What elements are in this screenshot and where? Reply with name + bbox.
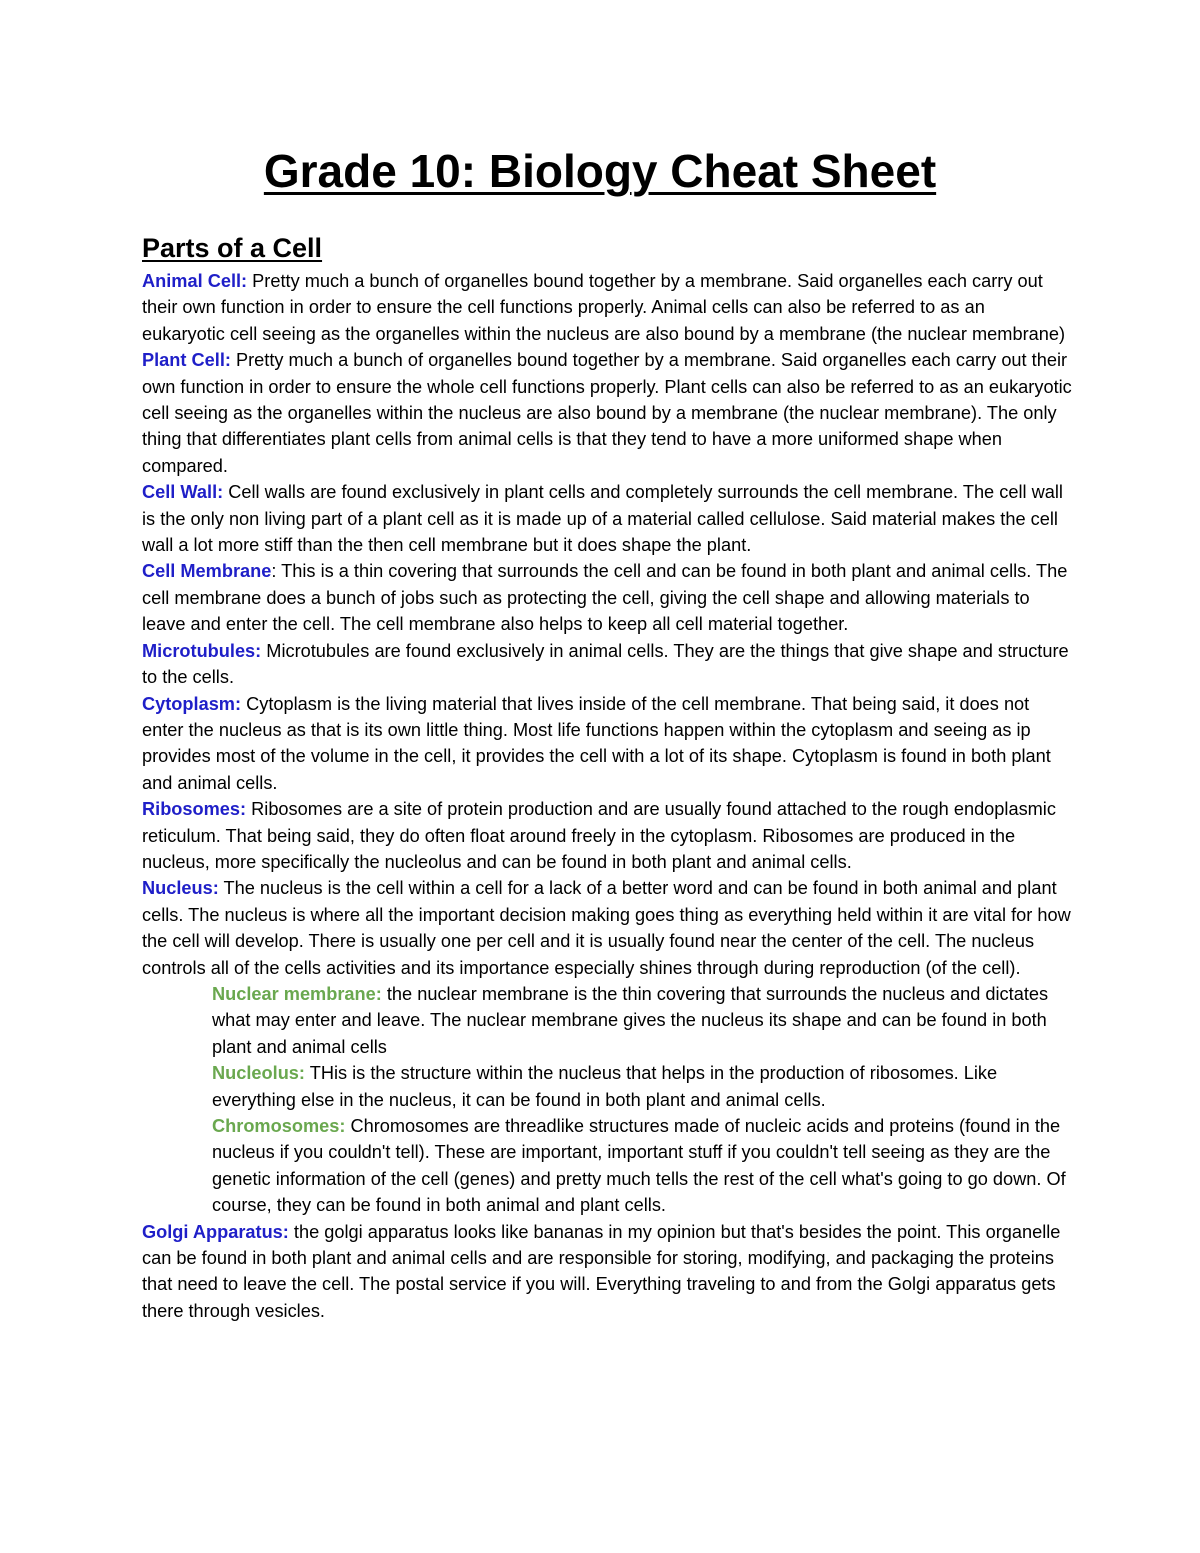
term-description: Microtubules are found exclusively in animal cells. They are the things that give shape and structure to the cells. — [142, 640, 1069, 688]
section-heading: Parts of a Cell — [142, 233, 323, 263]
entry-chromosomes — [142, 1113, 1072, 1219]
term-label: Cell Membrane — [142, 561, 272, 582]
term-label: Nucleus: — [142, 878, 219, 899]
term-description: Pretty much a bunch of organelles bound together by a membrane. Said organelles each carry out their own function in order to ensure the whole cell functions properly. Plant cells can also be referred to as an eukaryotic cell seeing as the organelles within the nucleus are also bound by a membrane (the nuclear membrane). The only thing that differentiates plant cells from animal cells is that they tend to have a more uniformed shape when compared. — [142, 350, 1072, 476]
entry-golgi-apparatus — [142, 1219, 1072, 1325]
term-description: The nucleus is the cell within a cell for a lack of a better word and can be found in both animal and plant cells. The nucleus is where all the important decision making goes thing as everything held within it are vital for how the cell will develop. There is usually one per cell and it is usually found near the center of the cell. The nucleus controls all of the cells activities and its importance especially shines through during reproduction (of the cell). — [142, 878, 1071, 978]
entry-nucleolus — [142, 1060, 1072, 1113]
subterm-label: Nucleolus: — [212, 1063, 305, 1084]
subterm-label: Chromosomes: — [212, 1116, 346, 1136]
term-description: the golgi apparatus looks like bananas in my opinion but that's besides the point. This organelle can be found in both plant and animal cells and are responsible for storing, modifying, and packaging the proteins that need to leave the cell. The postal service if you will. Everything traveling to and from the Golgi apparatus gets there through vesicles. — [142, 1221, 1061, 1321]
entry-cell-wall — [142, 479, 1072, 558]
entry-nucleus — [142, 875, 1072, 981]
subterm-label: Nuclear membrane: — [212, 983, 382, 1004]
term-description: Cytoplasm is the living material that lives inside of the cell membrane. That being said, it does not enter the nucleus as that is its own little thing. Most life functions happen within the cytoplasm and seeing as ip provides most of the volume in the cell, it provides the cell with a lot of its shape. Cytoplasm is found in both plant and animal cells. — [142, 693, 1051, 793]
term-label: Animal Cell: — [142, 271, 248, 291]
entry-cell-membrane — [142, 558, 1072, 637]
term-label: Ribosomes: — [142, 799, 247, 820]
entry-nuclear-membrane — [142, 981, 1072, 1060]
section-content — [142, 268, 1072, 1324]
term-label: Golgi Apparatus: — [142, 1221, 289, 1242]
term-description: THis is the structure within the nucleus that helps in the production of ribosomes. Like everything else in the nucleus, it can be found in both plant and animal cells. — [212, 1063, 998, 1110]
term-label: Plant Cell: — [142, 350, 231, 371]
term-label: Microtubules: — [142, 640, 262, 661]
term-label: Cytoplasm: — [142, 693, 242, 714]
entry-ribosomes — [142, 796, 1072, 875]
entry-plant-cell — [142, 347, 1072, 479]
term-description: Ribosomes are a site of protein production and are usually found attached to the rough endoplasmic reticulum. That being said, they do often float around freely in the cytoplasm. Ribosomes are produced in the nucleus, more specifically the nucleolus and can be found in both plant and animal cells. — [142, 799, 1056, 872]
term-description: Chromosomes are threadlike structures made of nucleic acids and proteins (found in the nucleus if you couldn't tell). These are important, important stuff if you couldn't tell seeing as they are the genetic information of the cell (genes) and pretty much tells the rest of the cell what's going to go down. Of course, they can be found in both animal and plant cells. — [212, 1116, 1066, 1216]
term-label: Cell Wall: — [142, 482, 224, 503]
entry-animal-cell — [142, 268, 1072, 347]
term-description: Pretty much a bunch of organelles bound together by a membrane. Said organelles each carry out their own function in order to ensure the cell functions properly. Animal cells can also be referred to as an eukaryotic cell seeing as the organelles within the nucleus are also bound by a membrane (the nuclear membrane) — [142, 271, 1066, 344]
term-description: Cell walls are found exclusively in plant cells and completely surrounds the cell membrane. The cell wall is the only non living part of a plant cell as it is made up of a material called cellulose. Said material makes the cell wall a lot more stiff than the then cell membrane but it does shape the plant. — [142, 482, 1063, 556]
term-description: the nuclear membrane is the thin covering that surrounds the nucleus and dictates what may enter and leave. The nuclear membrane gives the nucleus its shape and can be found in both plant and animal cells — [212, 983, 1049, 1057]
entry-microtubules — [142, 638, 1072, 691]
term-description: : This is a thin covering that surrounds the cell and can be found in both plant and animal cells. The cell membrane does a bunch of jobs such as protecting the cell, giving the cell shape and allowing materials to leave and enter the cell. The cell membrane also helps to keep all cell material together. — [142, 561, 1068, 635]
document-title: Grade 10: Biology Cheat Sheet — [263, 145, 937, 197]
entry-cytoplasm — [142, 691, 1072, 797]
